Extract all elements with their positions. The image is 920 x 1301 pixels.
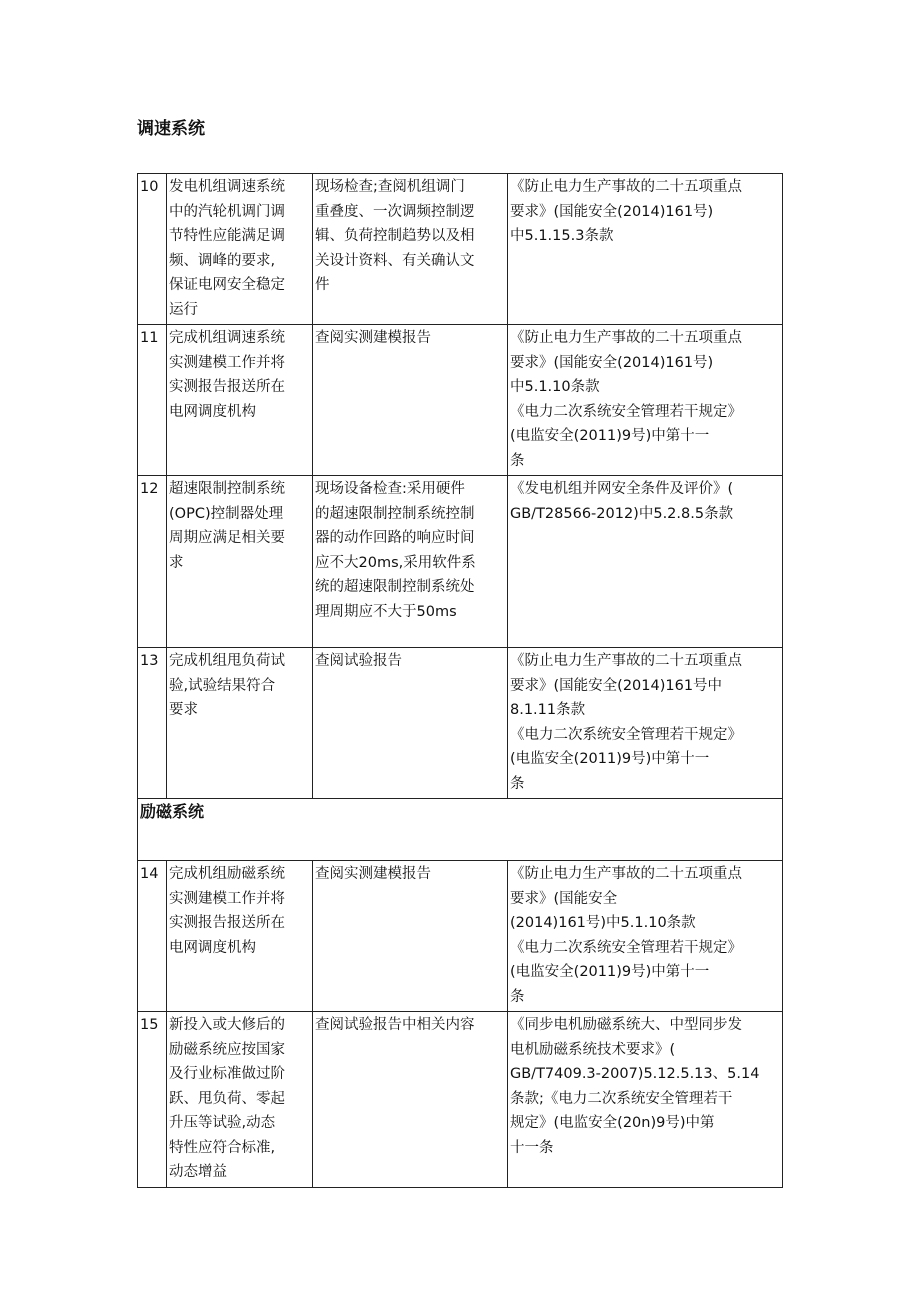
check-item-line: 特性应符合标准, <box>169 1139 276 1156</box>
check-item-line: 及行业标准做过阶 <box>169 1066 285 1082</box>
check-method-line: 查阅试验报告中相关内容 <box>315 1017 475 1033</box>
basis-reference <box>508 861 783 1012</box>
check-item-line: 电网调度机构 <box>169 939 256 956</box>
requirements-table <box>137 173 783 1188</box>
check-item <box>167 861 313 1012</box>
check-method-line: 查阅实测建模报告 <box>315 866 431 882</box>
table-row <box>138 325 783 476</box>
check-method-line: 关设计资料、有关确认文 <box>315 252 475 269</box>
check-method-line: 辑、负荷控制趋势以及相 <box>315 228 475 244</box>
check-item-line: 求 <box>169 554 184 571</box>
check-item-line: 完成机组甩负荷试 <box>169 653 285 669</box>
basis-reference-line: 《防止电力生产事故的二十五项重点 <box>510 866 742 882</box>
basis-reference-line: 《防止电力生产事故的二十五项重点 <box>510 179 742 195</box>
basis-reference-line: 条 <box>510 452 525 469</box>
check-method-line: 应不大20ms,采用软件系 <box>315 554 476 571</box>
check-method <box>313 1012 508 1188</box>
check-item-line: 升压等试验,动态 <box>169 1115 276 1131</box>
check-method-line: 的超速限制控制系统控制 <box>315 505 475 522</box>
check-method-line: 器的动作回路的响应时间 <box>315 530 475 546</box>
basis-reference-line: 要求》(国能安全(2014)161号) <box>510 203 714 220</box>
table-row <box>138 476 783 648</box>
basis-reference <box>508 648 783 799</box>
check-item-line: 节特性应能满足调 <box>169 228 285 244</box>
basis-reference-line: 要求》(国能安全(2014)161号中 <box>510 677 723 694</box>
check-item-line: 跃、甩负荷、零起 <box>169 1090 285 1107</box>
check-method-line: 件 <box>315 277 330 293</box>
row-number: 11 <box>138 325 167 476</box>
check-item-line: 完成机组调速系统 <box>169 330 285 346</box>
basis-reference-line: 《发电机组并网安全条件及评价》( <box>510 481 734 497</box>
basis-reference-line: 要求》(国能安全 <box>510 890 618 907</box>
section-heading-speed-control: 调速系统 <box>137 119 205 139</box>
table-row <box>138 648 783 799</box>
row-number: 13 <box>138 648 167 799</box>
basis-reference-line: (电监安全(2011)9号)中第十一 <box>510 751 710 767</box>
row-number: 15 <box>138 1012 167 1188</box>
check-method <box>313 648 508 799</box>
basis-reference-line: 条款;《电力二次系统安全管理若干 <box>510 1090 733 1107</box>
basis-reference-line: 《电力二次系统安全管理若干规定》 <box>510 403 742 420</box>
check-method-line: 现场设备检查:采用硬件 <box>315 481 465 497</box>
basis-reference-line: 规定》(电监安全(20n)9号)中第 <box>510 1115 715 1131</box>
check-item-line: 发电机组调速系统 <box>169 179 285 195</box>
check-method <box>313 476 508 648</box>
check-item <box>167 476 313 648</box>
basis-reference-line: 条 <box>510 775 525 792</box>
check-method <box>313 174 508 325</box>
basis-reference-line: 电机励磁系统技术要求》( <box>510 1041 676 1058</box>
basis-reference-line: (电监安全(2011)9号)中第十一 <box>510 428 710 444</box>
table-row <box>138 861 783 1012</box>
row-number: 10 <box>138 174 167 325</box>
table-row <box>138 1012 783 1188</box>
table-row <box>138 174 783 325</box>
basis-reference-line: 《同步电机励磁系统大、中型同步发 <box>510 1017 742 1033</box>
check-item-line: 实测报告报送所在 <box>169 379 285 395</box>
basis-reference-line: GB/T7409.3-2007)5.12.5.13、5.14 <box>510 1066 760 1082</box>
check-item-line: 动态增益 <box>169 1164 227 1180</box>
check-method <box>313 861 508 1012</box>
check-method <box>313 325 508 476</box>
check-item <box>167 174 313 325</box>
basis-reference-line: 《防止电力生产事故的二十五项重点 <box>510 653 742 669</box>
check-item-line: 实测建模工作并将 <box>169 890 285 907</box>
basis-reference-line: 《电力二次系统安全管理若干规定》 <box>510 726 742 743</box>
check-item-line: 要求 <box>169 702 198 718</box>
check-item-line: 实测建模工作并将 <box>169 354 285 371</box>
basis-reference-line: 《电力二次系统安全管理若干规定》 <box>510 939 742 956</box>
check-item <box>167 648 313 799</box>
basis-reference-line: (2014)161号)中5.1.10条款 <box>510 915 696 931</box>
section-row <box>138 799 783 861</box>
check-item-line: 励磁系统应按国家 <box>169 1041 285 1058</box>
check-item-line: 验,试验结果符合 <box>169 677 276 694</box>
check-method-line: 统的超速限制控制系统处 <box>315 579 475 595</box>
check-item-line: 超速限制控制系统 <box>169 481 285 497</box>
check-item-line: 新投入或大修后的 <box>169 1017 285 1033</box>
check-method-line: 理周期应不大于50ms <box>315 603 457 620</box>
section-heading-excitation: 励磁系统 <box>138 799 783 861</box>
basis-reference-line: GB/T28566-2012)中5.2.8.5条款 <box>510 505 734 522</box>
basis-reference-line: 中5.1.10条款 <box>510 379 600 395</box>
check-item-line: 频、调峰的要求, <box>169 252 276 269</box>
basis-reference-line: 十一条 <box>510 1139 554 1156</box>
basis-reference <box>508 476 783 648</box>
check-item-line: 周期应满足相关要 <box>169 530 285 546</box>
check-item-line: 中的汽轮机调门调 <box>169 203 285 220</box>
basis-reference-line: 条 <box>510 988 525 1005</box>
basis-reference <box>508 325 783 476</box>
check-item-line: 保证电网安全稳定 <box>169 277 285 293</box>
row-number: 14 <box>138 861 167 1012</box>
basis-reference <box>508 174 783 325</box>
check-method-line: 现场检查;查阅机组调门 <box>315 179 465 195</box>
check-item-line: 电网调度机构 <box>169 403 256 420</box>
basis-reference-line: 《防止电力生产事故的二十五项重点 <box>510 330 742 346</box>
check-item <box>167 1012 313 1188</box>
check-method-line: 查阅试验报告 <box>315 653 402 669</box>
basis-reference-line: 要求》(国能安全(2014)161号) <box>510 354 714 371</box>
basis-reference <box>508 1012 783 1188</box>
row-number: 12 <box>138 476 167 648</box>
basis-reference-line: 8.1.11条款 <box>510 702 586 718</box>
check-item <box>167 325 313 476</box>
check-item-line: (OPC)控制器处理 <box>169 505 284 522</box>
check-method-line: 重叠度、一次调频控制逻 <box>315 203 475 220</box>
basis-reference-line: 中5.1.15.3条款 <box>510 228 614 244</box>
check-method-line: 查阅实测建模报告 <box>315 330 431 346</box>
check-item-line: 实测报告报送所在 <box>169 915 285 931</box>
check-item-line: 完成机组励磁系统 <box>169 866 285 882</box>
check-item-line: 运行 <box>169 301 198 318</box>
basis-reference-line: (电监安全(2011)9号)中第十一 <box>510 964 710 980</box>
